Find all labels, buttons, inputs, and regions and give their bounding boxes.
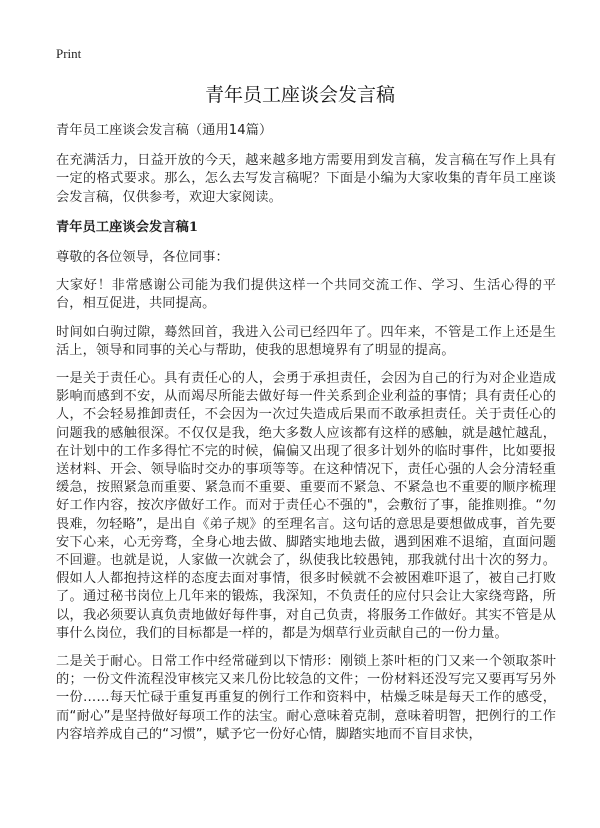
print-link[interactable]: Print bbox=[56, 46, 82, 61]
section-heading: 青年员工座谈会发言稿1 bbox=[56, 219, 199, 235]
body-paragraph-2: 时间如白驹过隙，蓦然回首，我进入公司已经四年了。四年来，不管是工作上还是生活上，领导和同事的关心与帮助，使我的思想境界有了明显的提高。 bbox=[56, 324, 556, 358]
body-paragraph-1: 大家好！非常感谢公司能为我们提供这样一个共同交流工作、学习、生活心得的平台，相互促进，共同提高。 bbox=[56, 278, 556, 312]
intro-paragraph: 在充满活力，日益开放的今天，越来越多地方需要用到发言稿，发言稿在写作上具有一定的格式要求。那么，怎么去写发言稿呢？下面是小编为大家收集的青年员工座谈会发言稿，仅供参考，欢迎大家阅读。 bbox=[56, 153, 556, 205]
greeting-line: 尊敬的各位领导，各位同事： bbox=[56, 250, 229, 266]
document-title: 青年员工座谈会发言稿 bbox=[204, 84, 395, 106]
document-subtitle: 青年员工座谈会发言稿（通用14篇） bbox=[56, 123, 273, 138]
document-body bbox=[56, 122, 556, 754]
body-paragraph-3: 一是关于责任心。具有责任心的人，会勇于承担责任，会因为自己的行为对企业造成影响而感到不安，从而竭尽所能去做好每一件关系到企业利益的事情；具有责任心的人，不会轻易推卸责任，不会因为一次过失造成后果而不敢承担责任。关于责任心的问题我的感触很深。不仅仅是我，绝大多数人应该都有这样的感触，就是越忙越乱，在计划中的工作多得忙不完的时候，偏偏又出现了很多计划外的临时事件，比如要报送材料、开会、领导临时交办的事项等等。在这种情况下，责任心强的人会分清轻重缓急，按照紧急而重要、紧急而不重要、重要而不紧急、不紧急也不重要的顺序梳理好工作内容，按次序做好工作。而对于责任心不强的"，会敷衍了事，能推则推。“勿畏难，勿轻略”，是出自《弟子规》的至理名言。这句话的意思是要想做成事，首先要安下心来，心无旁骛，全身心地去做、脚踏实地地去做，遇到困难不退缩，直面问题不回避。也就是说，人家做一次就会了，纵使我比较愚钝，那我就付出十次的努力。假如人人都抱持这样的态度去面对事情，很多时候就不会被困难吓退了，被自己打败了。通过秘书岗位上几年来的锻炼，我深知，不负责任的应付只会让大家绕弯路，所以，我必须要认真负责地做好每件事，对自己负责，将服务工作做好。其实不管是从事什么岗位，我们的目标都是一样的，都是为烟草行业贡献自己的一份力量。 bbox=[56, 371, 556, 641]
body-paragraph-4: 二是关于耐心。日常工作中经常碰到以下情形：刚锁上茶叶柜的门又来一个领取茶叶的；一份文件流程没审核完又来几份比较急的文件；一份材料还没写完又要再写另外一份……每天忙碌于重复再重复的例行工作和资料中，枯燥乏味是每天工作的感受，而“耐心”是坚持做好每项工作的法宝。耐心意味着克制，意味着明智，把例行的工作内容培养成自己的“习惯”，赋予它一份好心情，脚踏实地而不盲目求快， bbox=[56, 654, 556, 742]
